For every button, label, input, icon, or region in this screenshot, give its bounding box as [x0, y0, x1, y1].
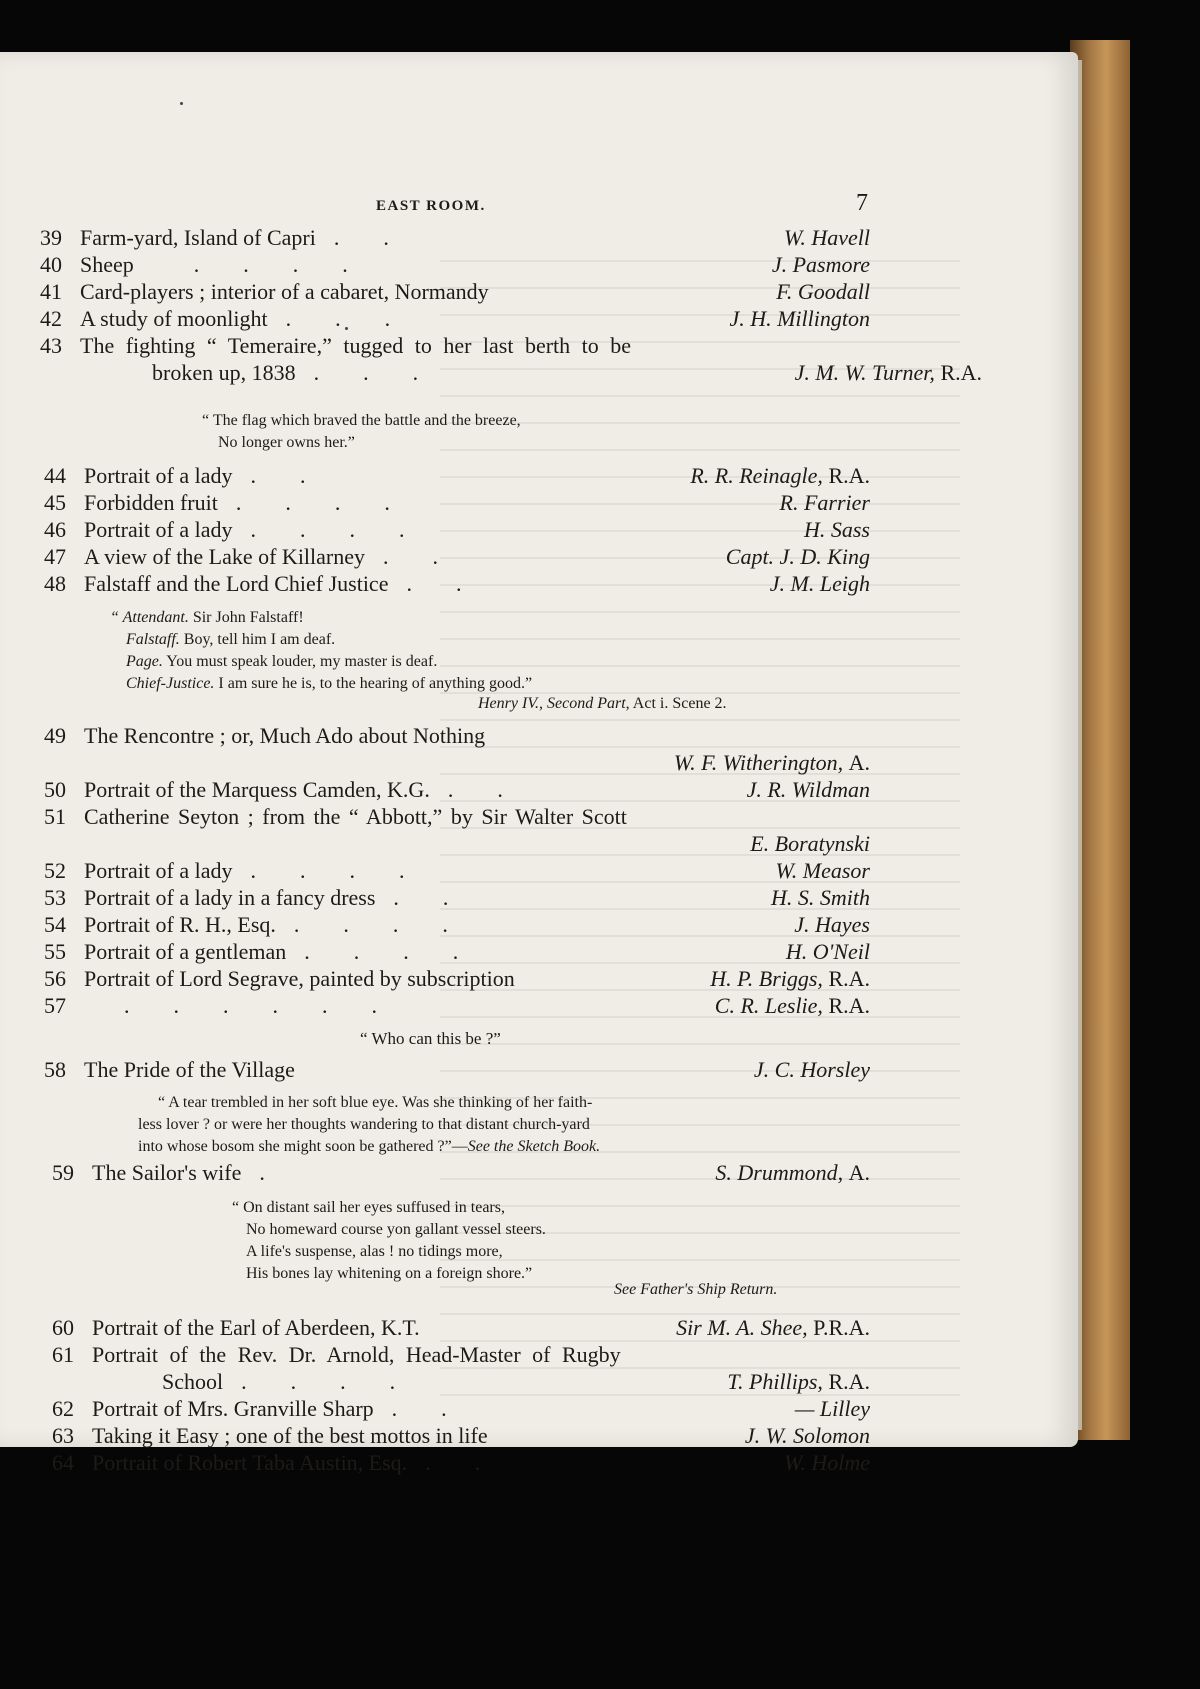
dialogue-quotation: “ Attendant. Sir John Falstaff! Falstaff. Boy, tell him I am deaf. Page. You must speak louder, my master is deaf. Chief-Justice. I am sure he is, to the hearing of anything good.”: [110, 609, 533, 692]
catalogue-entry: 59 The Sailor's wife . S. Drummond, A.: [52, 1160, 870, 1185]
quotation-source: See Father's Ship Return.: [614, 1281, 778, 1298]
catalogue-entry: 47 A view of the Lake of Killarney .. Capt. J. D. King: [44, 544, 870, 569]
catalogue-entry: 62 Portrait of Mrs. Granville Sharp .. — Lilley: [52, 1396, 870, 1421]
catalogue-entry: 39 Farm-yard, Island of Capri .. W. Havell: [40, 225, 870, 250]
catalogue-entry: 54 Portrait of R. H., Esq. .... J. Hayes: [44, 912, 870, 937]
catalogue-entry-continuation: School .... T. Phillips, R.A.: [162, 1369, 870, 1394]
catalogue-entry: 46 Portrait of a lady .... H. Sass: [44, 517, 870, 542]
quotation: “ A tear trembled in her soft blue eye. Was she thinking of her faith- less lover ? or were her thoughts wandering to that distant church-yard into whose bosom she might soon be gathered ?”—See the Sketch Book.: [138, 1094, 601, 1155]
catalogue-entry: 60 Portrait of the Earl of Aberdeen, K.T. Sir M. A. Shee, P.R.A.: [52, 1315, 870, 1340]
catalogue-entry: 50 Portrait of the Marquess Camden, K.G. .. J. R. Wildman: [44, 777, 870, 802]
catalogue-page: [0, 52, 1078, 1475]
catalogue-entry: 41 Card-players ; interior of a cabaret, Normandy F. Goodall: [40, 279, 870, 304]
verse-quotation: “ On distant sail her eyes suffused in tears, No homeward course yon gallant vessel steers. A life's suspense, alas ! no tidings more, His bones lay whitening on a foreign shore.”: [232, 1199, 546, 1282]
catalogue-entry: 45 Forbidden fruit .... R. Farrier: [44, 490, 870, 515]
page-header: [40, 190, 868, 220]
catalogue-entry: 40 Sheep .... J. Pasmore: [40, 252, 870, 277]
catalogue-entry: 44 Portrait of a lady .. R. R. Reinagle, R.A.: [44, 463, 870, 488]
catalogue-entry: 43 The fighting “ Temeraire,” tugged to her last berth to be: [40, 333, 632, 358]
quotation-source: Henry IV., Second Part, Act i. Scene 2.: [478, 695, 727, 712]
catalogue-entry-continuation: broken up, 1838 ... J. M. W. Turner, R.A.: [152, 360, 982, 385]
quotation: “ Who can this be ?”: [360, 1029, 501, 1048]
page-number: 7: [856, 190, 868, 216]
catalogue-entry: 57 ...... C. R. Leslie, R.A.: [44, 993, 870, 1018]
catalogue-entry-continuation: E. Boratynski: [750, 831, 870, 856]
catalogue-entry: 55 Portrait of a gentleman .... H. O'Neil: [44, 939, 870, 964]
catalogue-entry: 49 The Rencontre ; or, Much Ado about Nothing: [44, 723, 486, 748]
catalogue-entry: 61 Portrait of the Rev. Dr. Arnold, Head-Master of Rugby: [52, 1342, 621, 1367]
catalogue-entry: 51 Catherine Seyton ; from the “ Abbott,” by Sir Walter Scott: [44, 804, 627, 829]
catalogue-entry: 56 Portrait of Lord Segrave, painted by subscription H. P. Briggs, R.A.: [44, 966, 870, 991]
catalogue-entry: 63 Taking it Easy ; one of the best mottos in life J. W. Solomon: [52, 1423, 870, 1448]
catalogue-entry: 53 Portrait of a lady in a fancy dress .. H. S. Smith: [44, 885, 870, 910]
catalogue-entry: 48 Falstaff and the Lord Chief Justice .. J. M. Leigh: [44, 571, 870, 596]
catalogue-entry: 52 Portrait of a lady .... W. Measor: [44, 858, 870, 883]
catalogue-entry: 42 A study of moonlight ... J. H. Millington: [40, 306, 870, 331]
quotation: “ The flag which braved the battle and the breeze, No longer owns her.”: [202, 412, 521, 451]
catalogue-entry: 64 Portrait of Robert Taba Austin, Esq. .. W. Holme: [52, 1450, 870, 1475]
paper-speck: [180, 102, 183, 105]
running-head: EAST ROOM.: [376, 198, 486, 214]
catalogue-entry: 58 The Pride of the Village J. C. Horsley: [44, 1057, 870, 1082]
catalogue-entry-continuation: W. F. Witherington, A.: [673, 750, 870, 775]
